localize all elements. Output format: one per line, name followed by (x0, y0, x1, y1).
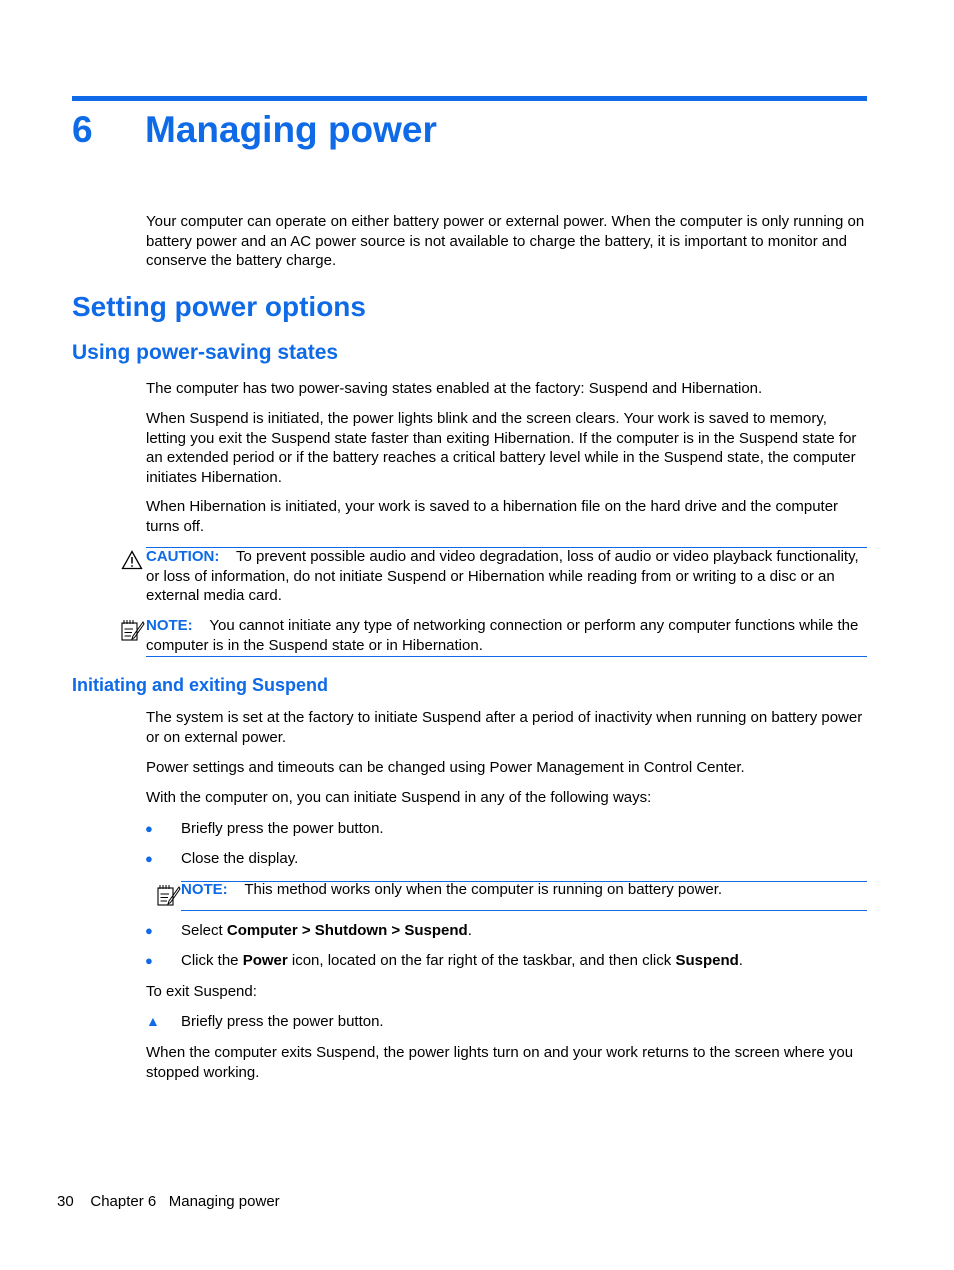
paragraph: To exit Suspend: (146, 983, 257, 1000)
caution-message (146, 547, 868, 606)
chapter-number: 6 (72, 109, 93, 150)
footer-chapter-title: Managing power (168, 1193, 280, 1210)
note-pad-icon (119, 617, 145, 643)
note-bottom-rule (146, 656, 867, 657)
note-bottom-rule (181, 910, 867, 911)
note-text: You cannot initiate any type of networking connection or perform any computer functions while the computer is in the Suspend state or in Hibernation. (146, 617, 859, 654)
bullet-dot: ● (145, 851, 153, 866)
list-item: Briefly press the power button. (181, 820, 384, 837)
note-label: NOTE: (181, 881, 228, 898)
note-message (146, 616, 868, 655)
list-item: Close the display. (181, 850, 299, 867)
bullet-dot: ● (145, 923, 153, 938)
subsection-title-suspend: Initiating and exiting Suspend (72, 675, 329, 695)
paragraph: The computer has two power-saving states enabled at the factory: Suspend and Hibernation. (146, 380, 763, 397)
paragraph: The system is set at the factory to initiate Suspend after a period of inactivity when running on battery power or on external power. (146, 709, 863, 746)
chapter-top-rule (72, 96, 867, 101)
page-number: 30 (57, 1193, 74, 1210)
caution-triangle-icon (121, 550, 143, 570)
note-pad-icon (155, 882, 181, 908)
paragraph: When the computer exits Suspend, the power lights turn on and your work returns to the screen where you stopped working. (146, 1044, 854, 1081)
note-text: This method works only when the computer is running on battery power. (244, 881, 723, 898)
chapter-title: Managing power (145, 109, 437, 150)
text: . (738, 952, 743, 969)
footer-chapter-label: Chapter 6 (90, 1193, 157, 1210)
text: icon, located on the far right of the taskbar, and then click (287, 952, 676, 969)
caution-label: CAUTION: (146, 548, 220, 565)
intro-paragraph: Your computer can operate on either battery power or external power. When the computer is only running on battery power and an AC power source is not available to charge the battery, it is important to monitor and conserve the battery charge. (146, 213, 865, 269)
caution-text: To prevent possible audio and video degradation, loss of audio or video playback functionality, or loss of information, do not initiate Suspend or Hibernation while reading from or writing to a disc or an external media card. (146, 548, 859, 604)
bold-term: Suspend (675, 952, 739, 969)
list-item (181, 951, 871, 971)
bullet-dot: ● (145, 821, 153, 836)
text: Click the (181, 952, 243, 969)
paragraph: With the computer on, you can initiate Suspend in any of the following ways: (146, 789, 652, 806)
page-footer (57, 1192, 280, 1212)
subsection-title-power-saving: Using power-saving states (72, 341, 339, 364)
paragraph: Power settings and timeouts can be changed using Power Management in Control Center. (146, 759, 745, 776)
text: . (467, 922, 472, 939)
text: Select (181, 922, 227, 939)
triangle-step: ▲ (146, 1013, 160, 1029)
paragraph: When Hibernation is initiated, your work is saved to a hibernation file on the hard drive and the computer turns off. (146, 498, 839, 535)
note-message (181, 880, 867, 900)
note-label: NOTE: (146, 617, 193, 634)
bullet-dot: ● (145, 953, 153, 968)
menu-path: Computer > Shutdown > Suspend (226, 922, 468, 939)
list-item (181, 921, 472, 941)
paragraph: When Suspend is initiated, the power lights blink and the screen clears. Your work is saved to memory, letting you exit the Suspend state faster than exiting Hibernation. If the computer is in the Suspend state for an extended period or if the battery reaches a critical battery level while in the Suspend state, the computer initiates Hibernation. (146, 410, 857, 486)
bold-term: Power (242, 952, 288, 969)
section-title: Setting power options (72, 291, 366, 322)
step-item: Briefly press the power button. (181, 1013, 384, 1030)
